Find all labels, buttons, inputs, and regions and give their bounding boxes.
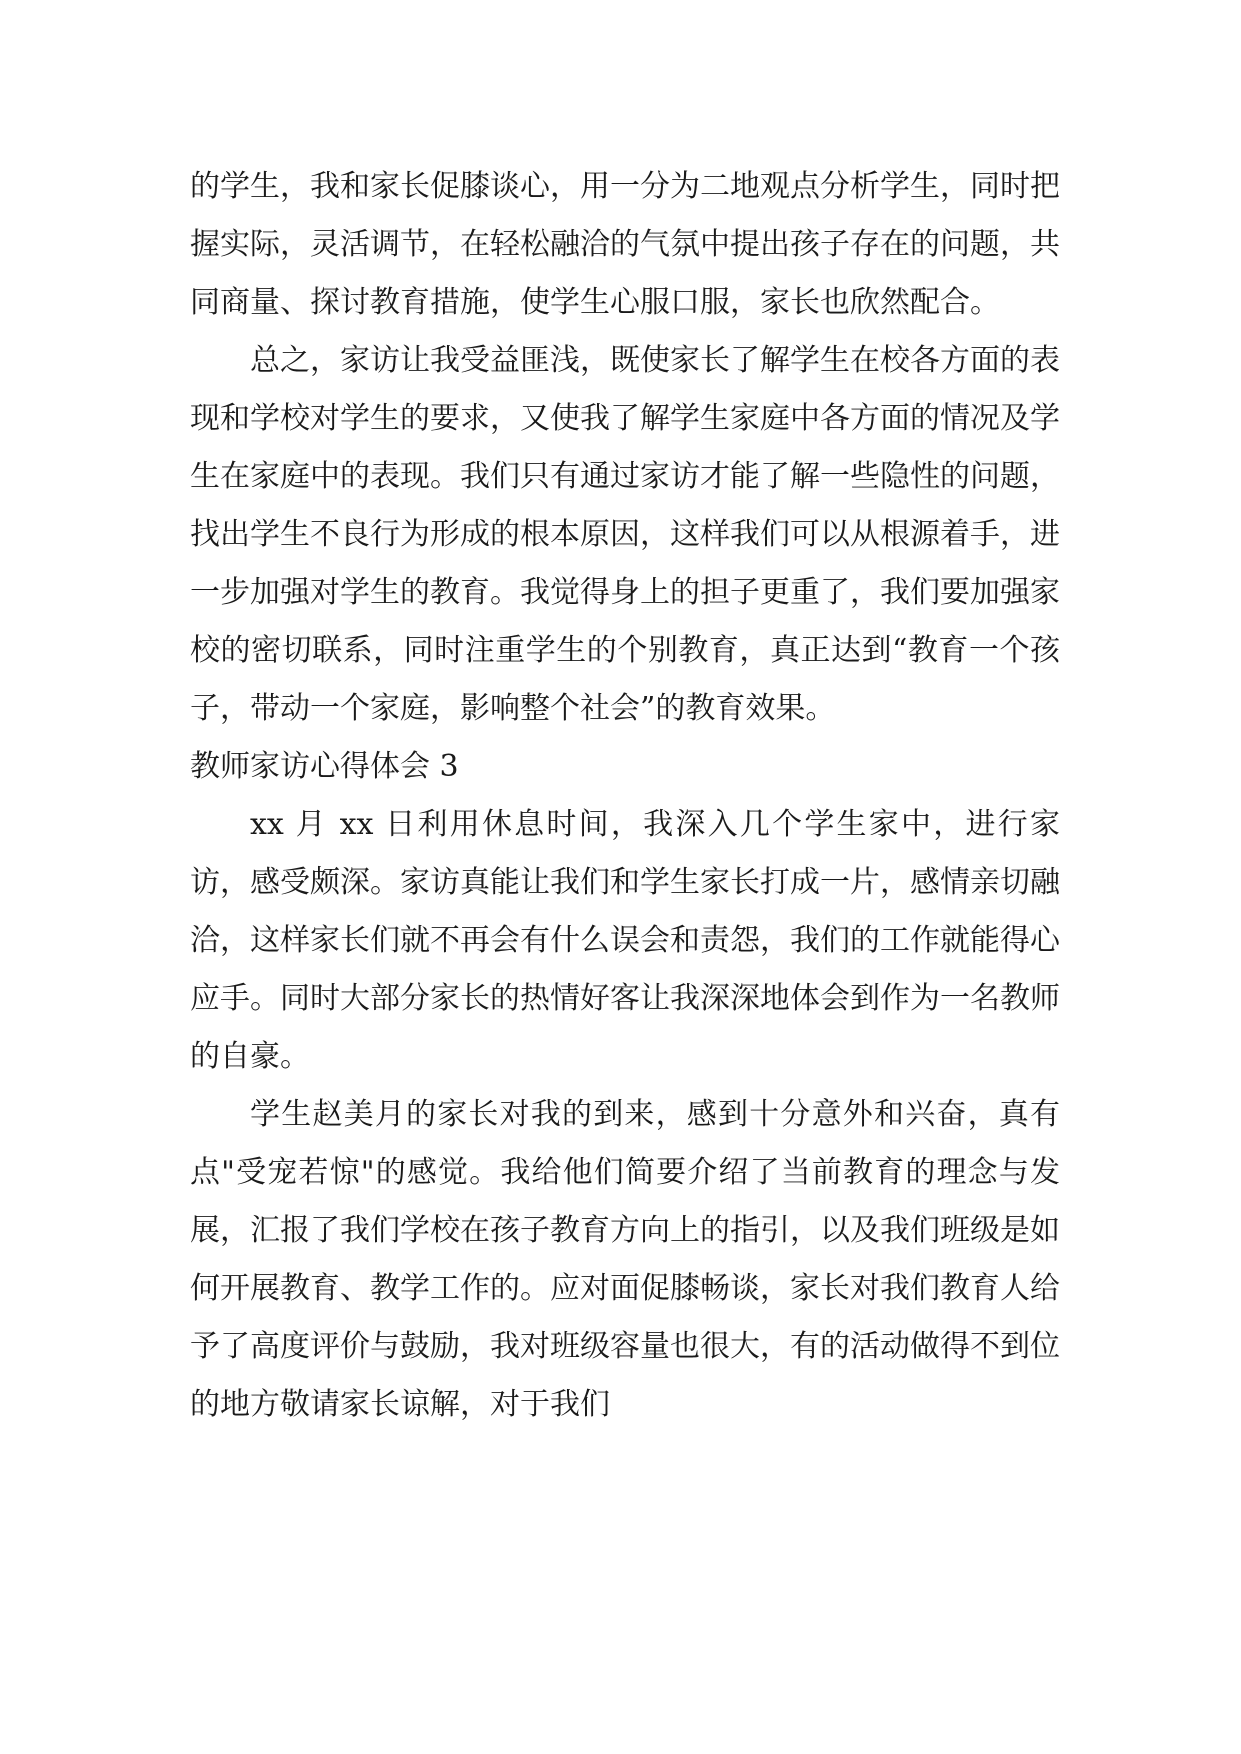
paragraph-student-visit: 学生赵美月的家长对我的到来，感到十分意外和兴奋，真有点"受宠若惊"的感觉。我给他们简要介绍了当前教育的理念与发展，汇报了我们学校在孩子教育方向上的指引，以及我们班级是如何开展教育、教学工作的。应对面促膝畅谈，家长对我们教育人给予了高度评价与鼓励，我对班级容量也很大，有的活动做得不到位的地方敬请家长谅解，对于我们 (190, 1097, 1060, 1422)
paragraph-continuation: 的学生，我和家长促膝谈心，用一分为二地观点分析学生，同时把握实际，灵活调节，在轻松融洽的气氛中提出孩子存在的问题，共同商量、探讨教育措施，使学生心服口服，家长也欣然配合。 (190, 169, 1060, 320)
paragraph-summary: 总之，家访让我受益匪浅，既使家长了解学生在校各方面的表现和学校对学生的要求，又使我了解学生家庭中各方面的情况及学生在家庭中的表现。我们只有通过家访才能了解一些隐性的问题，找出学生不良行为形成的根本原因，这样我们可以从根源着手，进一步加强对学生的教育。我觉得身上的担子更重了，我们要加强家校的密切联系，同时注重学生的个别教育，真正达到“教育一个孩子，带动一个家庭，影响整个社会”的教育效果。 (190, 343, 1060, 726)
section-heading: 教师家访心得体会 3 (190, 749, 459, 784)
document-body (190, 158, 1060, 1434)
paragraph-home-visit-intro: xx 月 xx 日利用休息时间，我深入几个学生家中，进行家访，感受颇深。家访真能让我们和学生家长打成一片，感情亲切融洽，这样家长们就不再会有什么误会和责怨，我们的工作就能得心应手。同时大部分家长的热情好客让我深深地体会到作为一名教师的自豪。 (190, 807, 1060, 1074)
